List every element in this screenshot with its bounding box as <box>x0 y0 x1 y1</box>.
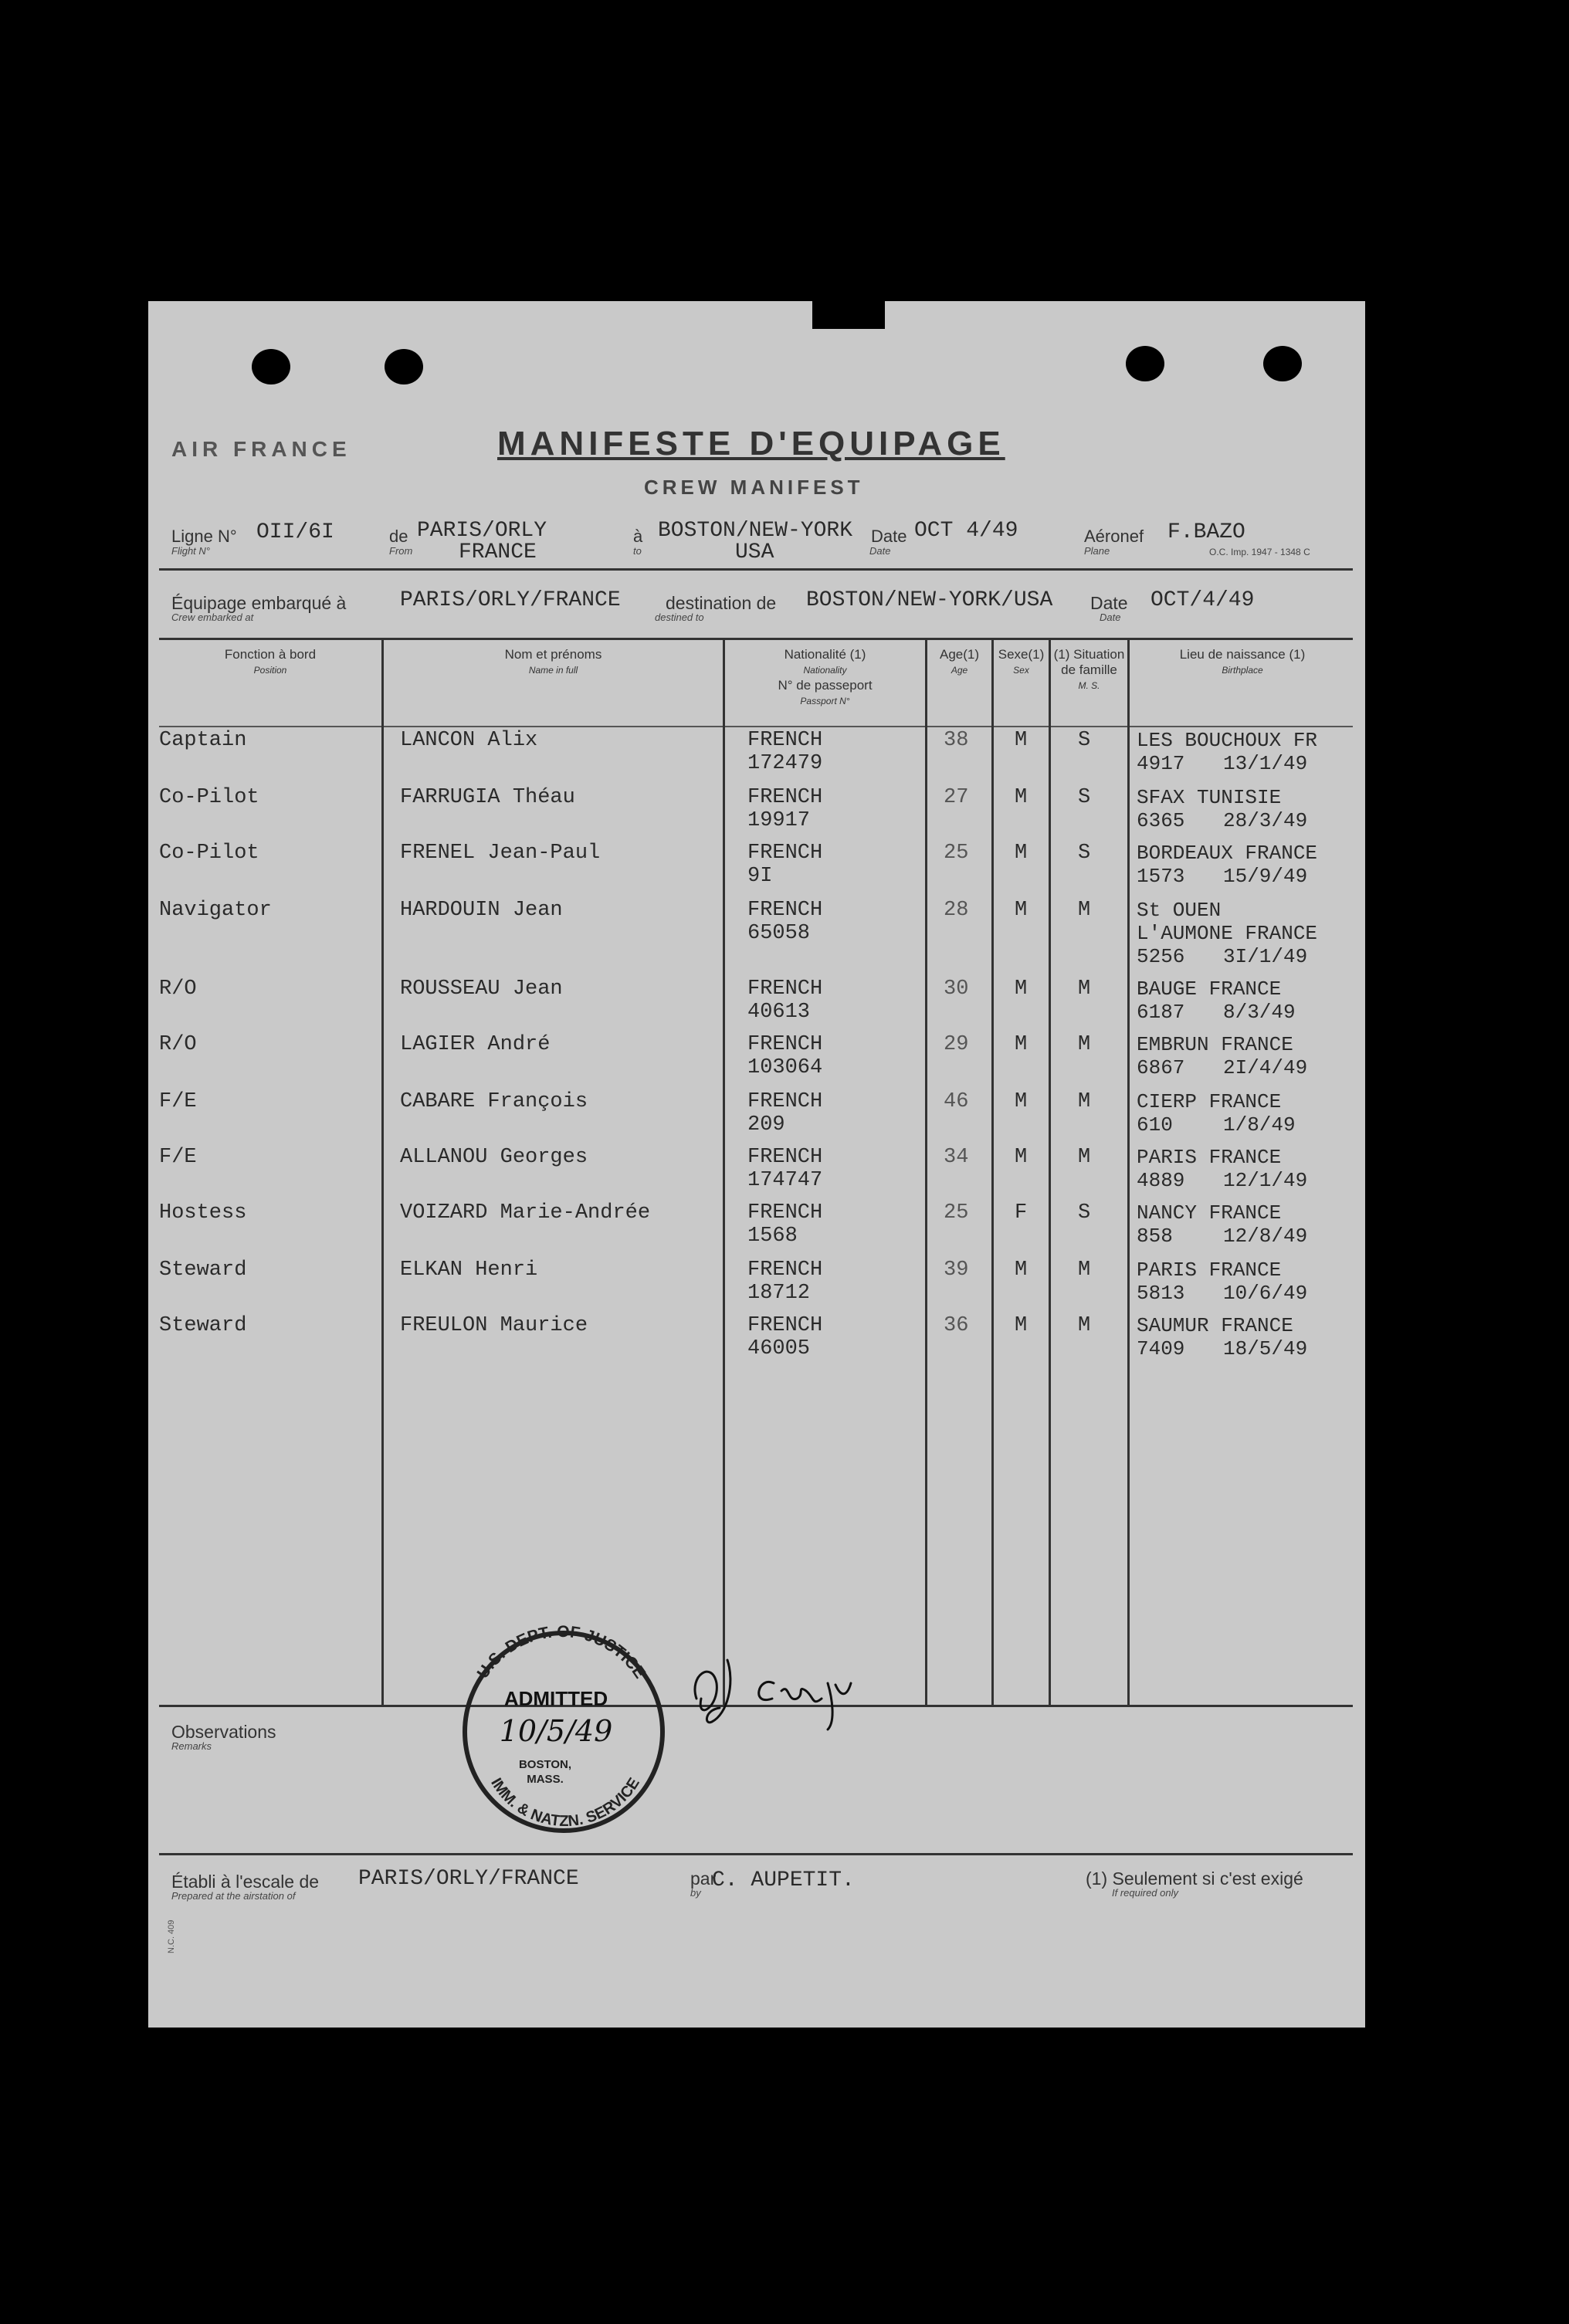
crew-sex: M <box>1015 1314 1028 1337</box>
column-header <box>994 647 1049 678</box>
date-label: Date <box>871 527 907 546</box>
crew-birth-ref: 5256 <box>1137 945 1185 968</box>
crew-passport: 46005 <box>747 1337 811 1360</box>
stamp-bottom-text: IMM. & NATZN. SERVICE <box>487 1774 643 1831</box>
crew-birthplace: NANCY FRANCE <box>1137 1201 1282 1225</box>
column-header <box>1051 647 1127 693</box>
column-header-en: Age <box>951 665 968 676</box>
crew-birth-date: 12/1/49 <box>1223 1169 1308 1192</box>
crew-birthplace-line2: L'AUMONE FRANCE <box>1137 922 1318 945</box>
crew-name: LAGIER André <box>400 1033 551 1056</box>
prepared-label: Établi à l'escale de <box>171 1872 320 1892</box>
crew-age: 25 <box>944 842 969 865</box>
crew-nationality: FRENCH <box>747 729 823 752</box>
crew-name: ROUSSEAU Jean <box>400 977 563 1001</box>
crew-status: S <box>1078 729 1091 752</box>
prepared-by: C. AUPETIT. <box>712 1868 855 1892</box>
crew-birthplace: SFAX TUNISIE <box>1137 786 1282 809</box>
crew-position: R/O <box>159 1033 197 1056</box>
crew-age: 39 <box>944 1259 969 1282</box>
crew-birth-ref: 6187 <box>1137 1001 1185 1024</box>
crew-age: 29 <box>944 1033 969 1056</box>
stamp-state: MASS. <box>527 1773 564 1786</box>
column-header-fr: (1) Situation de famille <box>1053 647 1125 677</box>
crew-status: M <box>1078 1146 1091 1169</box>
crew-birth-ref: 6867 <box>1137 1056 1185 1079</box>
stamp-graphic <box>449 1610 673 1841</box>
column-header <box>159 647 381 678</box>
crew-birth-date: 1/8/49 <box>1223 1113 1296 1137</box>
column-header-en: Nationality <box>803 665 847 676</box>
par-sub: by <box>690 1887 701 1899</box>
crew-birth-ref: 610 <box>1137 1113 1173 1137</box>
column-header-fr: Sexe(1) <box>998 647 1045 662</box>
crew-position: Steward <box>159 1314 247 1337</box>
crew-nationality: FRENCH <box>747 842 823 865</box>
observations-sub: Remarks <box>171 1740 212 1752</box>
column-header-fr: Fonction à bord <box>224 647 317 662</box>
stamp-top-text: U.S. DEPT. OF JUSTICE <box>473 1622 649 1682</box>
inspector-signature <box>681 1637 882 1737</box>
column-header-fr: Age(1) <box>939 647 980 662</box>
from-country: FRANCE <box>459 540 537 564</box>
crew-birthplace: CIERP FRANCE <box>1137 1090 1282 1113</box>
to-value: BOSTON/NEW-YORK <box>658 519 853 543</box>
aircraft-label: Aéronef <box>1084 527 1144 546</box>
column-header-en: Name in full <box>528 665 578 676</box>
crew-birthplace: PARIS FRANCE <box>1137 1146 1282 1169</box>
crew-name: FRENEL Jean-Paul <box>400 842 601 865</box>
crew-birth-ref: 6365 <box>1137 809 1185 832</box>
crew-nationality: FRENCH <box>747 1146 823 1169</box>
column-header-fr: Nom et prénoms <box>504 647 602 662</box>
punch-hole <box>1126 346 1164 381</box>
from-label: de <box>389 527 408 546</box>
crew-status: S <box>1078 842 1091 865</box>
crew-birth-date: 18/5/49 <box>1223 1337 1308 1360</box>
crew-birth-date: 15/9/49 <box>1223 865 1308 888</box>
crew-passport: 209 <box>747 1113 785 1137</box>
crew-name: VOIZARD Marie-Andrée <box>400 1201 651 1225</box>
immigration-stamp <box>449 1610 673 1841</box>
column-divider <box>1049 638 1051 1705</box>
crew-birthplace: EMBRUN FRANCE <box>1137 1033 1293 1056</box>
crew-name: ELKAN Henri <box>400 1259 538 1282</box>
column-divider <box>723 638 725 1705</box>
footnote: (1) Seulement si c'est exigé <box>1086 1868 1303 1889</box>
crew-sex: F <box>1015 1201 1028 1225</box>
stamp-date: 10/5/49 <box>499 1714 613 1748</box>
document-subtitle: CREW MANIFEST <box>644 476 864 499</box>
crew-sex: M <box>1015 1090 1028 1113</box>
crew-birth-date: 3I/1/49 <box>1223 945 1308 968</box>
column-header-fr: Nationalité (1) <box>784 647 866 662</box>
crew-birthplace: PARIS FRANCE <box>1137 1259 1282 1282</box>
crew-passport: 174747 <box>747 1169 823 1192</box>
column-header <box>725 647 925 709</box>
crew-age: 27 <box>944 786 969 809</box>
to-label: à <box>633 527 643 546</box>
crew-status: M <box>1078 899 1091 922</box>
destination-sub: destined to <box>655 611 704 623</box>
destination-label: destination de <box>666 593 777 613</box>
crew-sex: M <box>1015 1033 1028 1056</box>
column-divider <box>925 638 927 1705</box>
crew-nationality: FRENCH <box>747 977 823 1001</box>
column-divider <box>381 638 384 1705</box>
stamp-city: BOSTON, <box>518 1758 572 1771</box>
column-header <box>927 647 991 678</box>
crew-birth-ref: 4889 <box>1137 1169 1185 1192</box>
crew-age: 34 <box>944 1146 969 1169</box>
crew-date-label: Date <box>1090 593 1128 613</box>
crew-status: M <box>1078 1259 1091 1282</box>
crew-date-value: OCT/4/49 <box>1150 588 1255 612</box>
crew-passport: 9I <box>747 865 773 888</box>
crew-nationality: FRENCH <box>747 1201 823 1225</box>
column-header-fr2: N° de passeport <box>778 678 873 693</box>
ligne-value: OII/6I <box>256 520 334 544</box>
crew-birth-date: 8/3/49 <box>1223 1001 1296 1024</box>
crew-name: FREULON Maurice <box>400 1314 588 1337</box>
punch-hole <box>385 349 423 385</box>
crew-status: M <box>1078 977 1091 1001</box>
crew-birth-ref: 858 <box>1137 1225 1173 1248</box>
crew-name: FARRUGIA Théau <box>400 786 575 809</box>
crew-position: Captain <box>159 729 247 752</box>
crew-position: F/E <box>159 1146 197 1169</box>
torn-notch <box>812 301 885 329</box>
crew-passport: 1568 <box>747 1225 798 1248</box>
embarked-value: PARIS/ORLY/FRANCE <box>400 588 621 612</box>
crew-passport: 103064 <box>747 1056 823 1079</box>
crew-age: 46 <box>944 1090 969 1113</box>
column-header-en: M. S. <box>1078 680 1100 691</box>
aircraft-sub: Plane <box>1084 545 1110 557</box>
crew-status: S <box>1078 1201 1091 1225</box>
prepared-sub: Prepared at the airstation of <box>171 1890 296 1902</box>
column-divider <box>991 638 994 1705</box>
crew-passport: 65058 <box>747 922 811 945</box>
ligne-sub: Flight N° <box>171 545 210 557</box>
column-header-fr: Lieu de naissance (1) <box>1179 647 1306 662</box>
crew-nationality: FRENCH <box>747 899 823 922</box>
date-value: OCT 4/49 <box>914 519 1018 543</box>
observations-label: Observations <box>171 1722 276 1742</box>
crew-name: LANCON Alix <box>400 729 538 752</box>
crew-passport: 172479 <box>747 752 823 775</box>
svg-text:U.S. DEPT. OF JUSTICE <box>474 1623 649 1682</box>
crew-birth-ref: 4917 <box>1137 752 1185 775</box>
crew-birth-ref: 1573 <box>1137 865 1185 888</box>
prepared-value: PARIS/ORLY/FRANCE <box>358 1867 579 1891</box>
crew-birth-date: 2I/4/49 <box>1223 1056 1308 1079</box>
crew-name: HARDOUIN Jean <box>400 899 563 922</box>
column-header <box>1130 647 1355 678</box>
crew-passport: 40613 <box>747 1001 811 1024</box>
crew-age: 38 <box>944 729 969 752</box>
crew-nationality: FRENCH <box>747 1314 823 1337</box>
form-reference: O.C. Imp. 1947 - 1348 C <box>1209 547 1310 557</box>
crew-status: M <box>1078 1033 1091 1056</box>
crew-birthplace: SAUMUR FRANCE <box>1137 1314 1293 1337</box>
crew-passport: 18712 <box>747 1282 811 1305</box>
crew-sex: M <box>1015 842 1028 865</box>
footer-divider <box>159 1853 1353 1855</box>
crew-position: F/E <box>159 1090 197 1113</box>
crew-position: Navigator <box>159 899 272 922</box>
crew-position: Co-Pilot <box>159 786 259 809</box>
crew-sex: M <box>1015 1146 1028 1169</box>
crew-age: 36 <box>944 1314 969 1337</box>
crew-nationality: FRENCH <box>747 1033 823 1056</box>
svg-text:IMM. & NATZN. SERVICE <box>487 1775 643 1830</box>
crew-passport: 19917 <box>747 809 811 832</box>
aircraft-value: F.BAZO <box>1167 520 1245 544</box>
crew-position: Co-Pilot <box>159 842 259 865</box>
stamp-admitted: ADMITTED <box>503 1687 608 1710</box>
crew-sex: M <box>1015 977 1028 1001</box>
crew-status: M <box>1078 1314 1091 1337</box>
crew-nationality: FRENCH <box>747 1259 823 1282</box>
crew-birthplace: BORDEAUX FRANCE <box>1137 842 1318 865</box>
crew-birth-ref: 5813 <box>1137 1282 1185 1305</box>
crew-birthplace: LES BOUCHOUX FR <box>1137 729 1318 752</box>
airline-name: AIR FRANCE <box>171 437 351 461</box>
punch-hole <box>252 349 290 385</box>
column-header <box>384 647 723 678</box>
crew-sex: M <box>1015 899 1028 922</box>
crew-date-sub: Date <box>1100 611 1121 623</box>
crew-position: Hostess <box>159 1201 247 1225</box>
from-sub: From <box>389 545 413 557</box>
crew-name: ALLANOU Georges <box>400 1146 588 1169</box>
embarked-sub: Crew embarked at <box>171 611 254 623</box>
crew-status: S <box>1078 786 1091 809</box>
crew-status: M <box>1078 1090 1091 1113</box>
crew-position: R/O <box>159 977 197 1001</box>
header-divider <box>159 726 1353 727</box>
from-value: PARIS/ORLY <box>417 519 547 543</box>
crew-birth-date: 28/3/49 <box>1223 809 1308 832</box>
crew-name: CABARE François <box>400 1090 588 1113</box>
crew-position: Steward <box>159 1259 247 1282</box>
crew-sex: M <box>1015 786 1028 809</box>
crew-nationality: FRENCH <box>747 1090 823 1113</box>
date-sub: Date <box>869 545 891 557</box>
divider <box>159 568 1353 571</box>
crew-nationality: FRENCH <box>747 786 823 809</box>
margin-reference: N.C. 409 <box>167 1919 176 1953</box>
footnote-sub: If required only <box>1112 1887 1178 1899</box>
crew-birth-date: 12/8/49 <box>1223 1225 1308 1248</box>
to-country: USA <box>735 540 774 564</box>
to-sub: to <box>633 545 642 557</box>
column-header-en: Sex <box>1013 665 1029 676</box>
column-header-en2: Passport N° <box>800 696 850 706</box>
crew-age: 25 <box>944 1201 969 1225</box>
ligne-label: Ligne N° <box>171 527 237 546</box>
embarked-label: Équipage embarqué à <box>171 593 347 613</box>
column-divider <box>1127 638 1130 1705</box>
crew-age: 30 <box>944 977 969 1001</box>
document-title: MANIFESTE D'EQUIPAGE <box>497 425 1005 462</box>
crew-birth-ref: 7409 <box>1137 1337 1185 1360</box>
crew-birth-date: 13/1/49 <box>1223 752 1308 775</box>
crew-age: 28 <box>944 899 969 922</box>
table-top-border <box>159 638 1353 640</box>
column-header-en: Birthplace <box>1222 665 1263 676</box>
crew-sex: M <box>1015 729 1028 752</box>
crew-sex: M <box>1015 1259 1028 1282</box>
column-header-en: Position <box>253 665 287 676</box>
crew-birth-date: 10/6/49 <box>1223 1282 1308 1305</box>
punch-hole <box>1263 346 1302 381</box>
crew-birthplace: St OUEN <box>1137 899 1222 922</box>
destination-value: BOSTON/NEW-YORK/USA <box>806 588 1053 612</box>
par-label: par <box>690 1868 717 1889</box>
crew-birthplace: BAUGE FRANCE <box>1137 977 1282 1001</box>
manifest-page <box>148 301 1365 2028</box>
